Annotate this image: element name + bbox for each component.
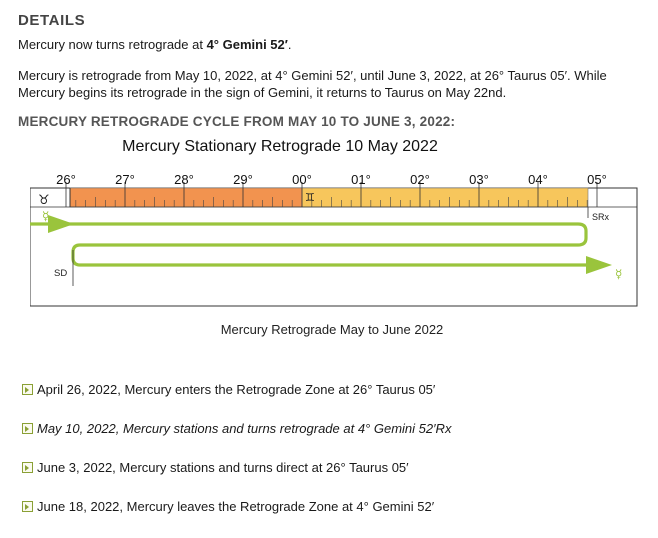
retrograde-paragraph: Mercury is retrograde from May 10, 2022, at 4° Gemini 52′, until June 3, 2022, at 26° Taurus 05′. While Mercury begins its retrograde in the sign of Gemini, it returns to Taurus on May 22nd.: [18, 68, 607, 100]
taurus-glyph: ♉: [38, 193, 50, 208]
bullet-arrow-icon: [22, 501, 33, 512]
event-text: June 18, 2022, Mercury leaves the Retrograde Zone at 4° Gemini 52′: [37, 499, 435, 514]
diagram-title: Mercury Stationary Retrograde 10 May 2022: [122, 138, 438, 155]
degree-label: 27°: [115, 172, 135, 187]
gemini-segment: [302, 188, 588, 207]
intro-position: 4° Gemini 52′: [206, 37, 288, 52]
details-heading: DETAILS: [18, 12, 86, 29]
gemini-glyph: ♊: [305, 191, 315, 204]
bullet-arrow-icon: [22, 384, 33, 395]
event-text: June 3, 2022, Mercury stations and turns direct at 26° Taurus 05′: [37, 460, 409, 475]
degree-labels: [56, 172, 607, 187]
diagram-caption: Mercury Retrograde May to June 2022: [220, 322, 444, 337]
event-text: May 10, 2022, Mercury stations and turns retrograde at 4° Gemini 52′Rx: [37, 421, 452, 436]
degree-label: 05°: [587, 172, 607, 187]
taurus-segment: [70, 188, 302, 207]
sd-label: SD: [54, 268, 68, 279]
degree-label: 04°: [528, 172, 548, 187]
intro-text: Mercury now turns retrograde at: [18, 37, 207, 52]
bullet-arrow-icon: [22, 462, 33, 473]
degree-label: 03°: [469, 172, 489, 187]
degree-label: 00°: [292, 172, 312, 187]
intro-end: .: [287, 37, 292, 52]
srx-label: SRx: [592, 212, 610, 222]
degree-label: 26°: [56, 172, 76, 187]
event-text: April 26, 2022, Mercury enters the Retrograde Zone at 26° Taurus 05′: [37, 382, 436, 397]
mercury-glyph-end: ☿: [615, 267, 623, 281]
degree-label: 01°: [351, 172, 371, 187]
cycle-heading: MERCURY RETROGRADE CYCLE FROM MAY 10 TO JUNE 3, 2022:: [18, 114, 456, 129]
mercury-glyph-start: ☿: [42, 209, 50, 223]
degree-label: 02°: [410, 172, 430, 187]
retrograde-diagram: [30, 162, 638, 308]
degree-label: 28°: [174, 172, 194, 187]
retrograde-intro: [18, 37, 292, 52]
bullet-arrow-icon: [22, 423, 33, 434]
degree-label: 29°: [233, 172, 253, 187]
